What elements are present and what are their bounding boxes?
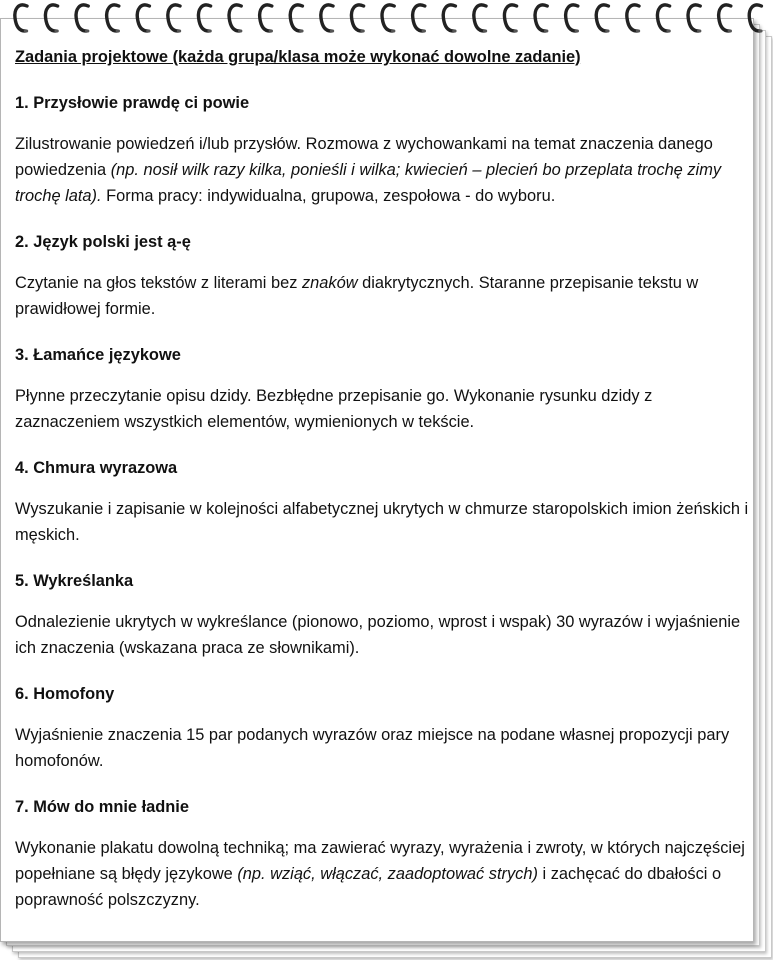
task-section (15, 681, 750, 774)
task-text: Wyjaśnienie znaczenia 15 par podanych wyrazów oraz miejsce na podane własnej propozycji pary homofonów. (15, 726, 730, 770)
task-description (15, 270, 750, 322)
spiral-ring-icon (504, 5, 517, 33)
task-text: Płynne przeczytanie opisu dzidy. Bezbłędne przepisanie go. Wykonanie rysunku dzidy z zaznaczeniem wszystkich elementów, wymienionych w tekście. (15, 387, 653, 431)
task-section (15, 794, 750, 913)
spiral-ring-icon (535, 5, 548, 33)
task-description (15, 496, 750, 548)
task-text: Odnalezienie ukrytych w wykreślance (pionowo, poziomo, wprost i wspak) 30 wyrazów i wyjaśnienie ich znaczenia (wskazana praca ze słownikami). (15, 613, 741, 657)
spiral-ring-icon (15, 5, 28, 33)
task-example-text: znaków (301, 274, 358, 292)
task-text: i zachęcać do dbałości o poprawność polszczyzny. (15, 865, 722, 909)
spiral-ring-icon (566, 5, 579, 33)
task-section (15, 229, 750, 322)
spiral-ring-icon (229, 5, 242, 33)
task-text: Czytanie na głos tekstów z literami bez (15, 274, 302, 292)
task-title: 2. Język polski jest ą-ę (15, 233, 191, 251)
spiral-ring-icon (351, 5, 364, 33)
spiral-ring-icon (198, 5, 211, 33)
spiral-ring-icon (688, 5, 701, 33)
spiral-ring-icon (749, 5, 762, 33)
task-description (15, 131, 750, 209)
spiral-ring-icon (76, 5, 89, 33)
spiral-ring-icon (168, 5, 181, 33)
spiral-ring-icon (627, 5, 640, 33)
task-description (15, 609, 750, 661)
task-section (15, 90, 750, 209)
task-text: Wykonanie plakatu dowolną techniką; ma zawierać wyrazy, wyrażenia i zwroty, w których najczęściej popełniane są błędy językowe (15, 839, 745, 883)
spiral-ring-icon (137, 5, 150, 33)
task-title: 7. Mów do mnie ładnie (15, 798, 189, 816)
spiral-ring-icon (382, 5, 395, 33)
spiral-ring-icon (443, 5, 456, 33)
task-title: 3. Łamańce językowe (15, 346, 181, 364)
task-list (15, 90, 750, 913)
spiral-binding (0, 0, 773, 40)
spiral-ring-icon (321, 5, 334, 33)
task-text: Forma pracy: indywidualna, grupowa, zespołowa - do wyboru. (101, 187, 556, 205)
task-section (15, 568, 750, 661)
task-description (15, 835, 750, 913)
task-title: 1. Przysłowie prawdę ci powie (15, 94, 250, 112)
task-section (15, 342, 750, 435)
spiral-ring-icon (657, 5, 670, 33)
task-example-text: (np. nosił wilk razy kilka, ponieśli i wilka; kwiecień – plecień bo przeplata trochę zimy trochę lata). (15, 161, 722, 205)
spiral-ring-icon (107, 5, 120, 33)
task-title: 4. Chmura wyrazowa (15, 459, 178, 477)
task-title: 5. Wykreślanka (15, 572, 134, 590)
task-description (15, 383, 750, 435)
spiral-ring-icon (474, 5, 487, 33)
task-title: 6. Homofony (15, 685, 115, 703)
task-example-text: (np. wziąć, włączać, zaadoptować strych) (237, 865, 538, 883)
task-text: diakrytycznych. Staranne przepisanie tekstu w prawidłowej formie. (15, 274, 699, 318)
document-heading: Zadania projektowe (każda grupa/klasa może wykonać dowolne zadanie) (15, 48, 581, 66)
spiral-ring-icon (260, 5, 273, 33)
task-text: Wyszukanie i zapisanie w kolejności alfabetycznej ukrytych w chmurze staropolskich imion żeńskich i męskich. (15, 500, 749, 544)
document-content (15, 44, 750, 913)
task-text: Zilustrowanie powiedzeń i/lub przysłów. Rozmowa z wychowankami na temat znaczenia danego powiedzenia (15, 135, 713, 179)
spiral-ring-icon (45, 5, 58, 33)
task-description (15, 722, 750, 774)
spiral-ring-icon (719, 5, 732, 33)
spiral-ring-icon (413, 5, 426, 33)
task-section (15, 455, 750, 548)
spiral-ring-icon (596, 5, 609, 33)
spiral-ring-icon (290, 5, 303, 33)
